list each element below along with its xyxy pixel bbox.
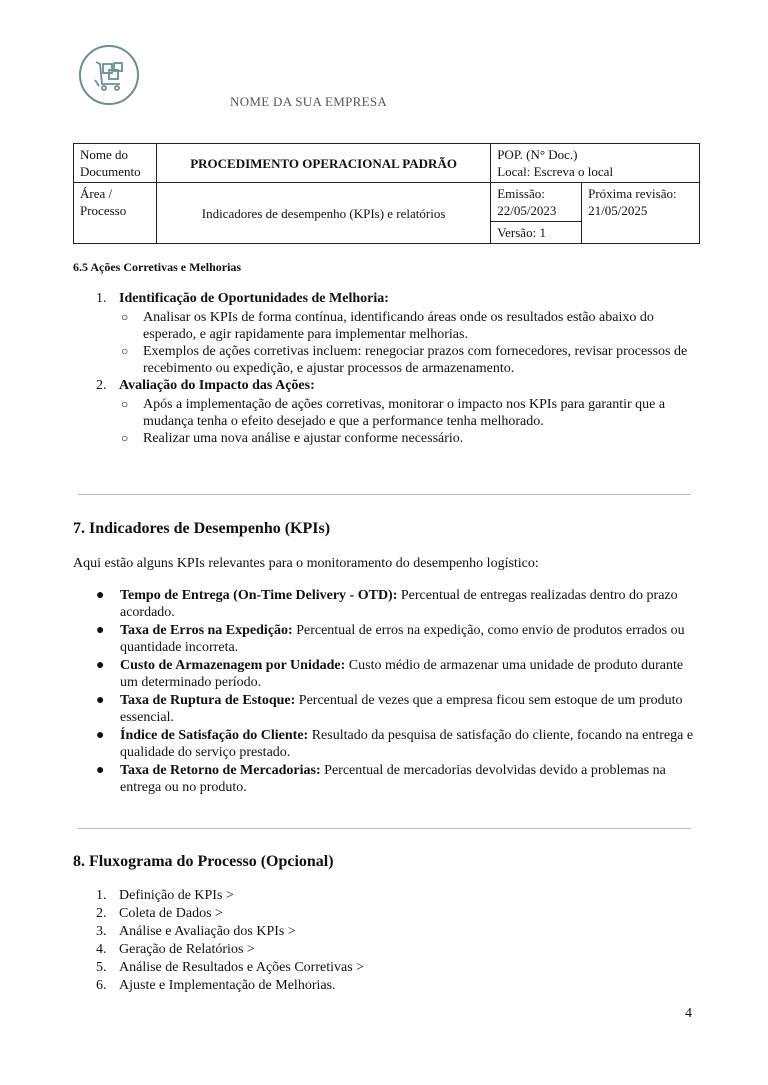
flow-step: [96, 923, 696, 941]
kpi-text: Percentual de mercadorias devolvidas devido a problemas na entrega ou no produto.: [120, 763, 666, 795]
kpi-label: Tempo de Entrega (On-Time Delivery - OTD):: [120, 588, 398, 603]
local-label: Local: Escreva o local: [497, 164, 614, 179]
area-label: Área / Processo: [74, 183, 157, 244]
next-revision-cell: [582, 183, 700, 244]
doc-title: PROCEDIMENTO OPERACIONAL PADRÃO: [156, 144, 490, 183]
kpi-item: [96, 727, 696, 761]
kpi-label: Taxa de Erros na Expedição:: [120, 623, 293, 638]
kpi-text: Resultado da pesquisa de satisfação do cliente, focando na entrega e qualidade do serviço prestado.: [120, 728, 694, 760]
circle-bullet-icon: ○: [121, 344, 129, 358]
section-6-5-list: [96, 290, 696, 447]
kpi-text: Custo médio de armazenar uma unidade de produto durante um determinado período.: [120, 658, 684, 690]
flow-step: [96, 887, 696, 905]
kpi-text: Percentual de entregas realizadas dentro do prazo acordado.: [120, 588, 678, 620]
sub-item: [96, 396, 696, 430]
kpi-item: [96, 587, 696, 621]
pop-cell: [491, 144, 700, 183]
flow-step: [96, 941, 696, 959]
kpi-text: Percentual de vezes que a empresa ficou sem estoque de um produto essencial.: [120, 693, 683, 725]
emission-date: 22/05/2023: [497, 203, 557, 218]
section-8-heading: 8. Fluxograma do Processo (Opcional): [73, 853, 334, 870]
list-item-title: Avaliação do Impacto das Ações:: [119, 378, 315, 393]
divider: [78, 494, 691, 495]
sub-item-text: Realizar uma nova análise e ajustar conforme necessário.: [143, 431, 464, 446]
list-number: 2.: [96, 378, 107, 393]
list-item-title: Identificação de Oportunidades de Melhoria:: [119, 291, 389, 306]
step-number: 3.: [96, 924, 107, 939]
sub-item: [96, 430, 696, 447]
pop-label: POP. (N° Doc.): [497, 147, 578, 162]
bullet-icon: ●: [96, 623, 105, 638]
kpi-item: [96, 657, 696, 691]
next-revision-label: Próxima revisão:: [588, 186, 677, 201]
bullet-icon: ●: [96, 763, 105, 778]
company-logo-icon: [78, 44, 140, 106]
list-item: [96, 377, 696, 394]
kpi-label: Taxa de Retorno de Mercadorias:: [120, 763, 321, 778]
step-number: 6.: [96, 978, 107, 993]
divider: [78, 828, 691, 829]
list-number: 1.: [96, 291, 107, 306]
kpi-text: Percentual de erros na expedição, como envio de produtos errados ou quantidade incorreta.: [120, 623, 685, 655]
document-header-table: [73, 143, 700, 244]
kpi-label: Custo de Armazenagem por Unidade:: [120, 658, 346, 673]
bullet-icon: ●: [96, 728, 105, 743]
step-text: Coleta de Dados >: [119, 906, 223, 921]
step-number: 1.: [96, 888, 107, 903]
kpi-list: [96, 587, 696, 797]
kpi-item: [96, 692, 696, 726]
sub-item-text: Analisar os KPIs de forma contínua, identificando áreas onde os resultados estão abaixo do esperado, e agir rapidamente para implementar melhorias.: [143, 310, 654, 342]
area-value: Indicadores de desempenho (KPIs) e relatórios: [156, 183, 490, 244]
step-text: Ajuste e Implementação de Melhorias.: [119, 978, 336, 993]
section-7-intro: Aqui estão alguns KPIs relevantes para o monitoramento do desempenho logístico:: [73, 556, 539, 571]
emission-cell: [491, 183, 582, 222]
step-number: 4.: [96, 942, 107, 957]
step-number: 5.: [96, 960, 107, 975]
step-text: Definição de KPIs >: [119, 888, 234, 903]
sub-item: [96, 343, 696, 377]
circle-bullet-icon: ○: [121, 431, 129, 445]
bullet-icon: ●: [96, 588, 105, 603]
page-number: 4: [685, 1006, 692, 1021]
step-text: Análise de Resultados e Ações Corretivas >: [119, 960, 365, 975]
flowchart-list: [96, 887, 696, 995]
sub-item: [96, 309, 696, 343]
bullet-icon: ●: [96, 658, 105, 673]
flow-step: [96, 959, 696, 977]
step-text: Análise e Avaliação dos KPIs >: [119, 924, 296, 939]
kpi-item: [96, 762, 696, 796]
circle-bullet-icon: ○: [121, 397, 129, 411]
section-7-heading: 7. Indicadores de Desempenho (KPIs): [73, 520, 331, 537]
flow-step: [96, 977, 696, 995]
company-name: NOME DA SUA EMPRESA: [230, 94, 388, 109]
sub-item-text: Após a implementação de ações corretivas, monitorar o impacto nos KPIs para garantir que a mudança tenha o efeito desejado e que a performance tenha melhorado.: [143, 397, 666, 429]
kpi-label: Índice de Satisfação do Cliente:: [120, 728, 309, 743]
version: Versão: 1: [491, 222, 582, 244]
step-number: 2.: [96, 906, 107, 921]
doc-name-label: Nome do Documento: [74, 144, 157, 183]
emission-label: Emissão:: [497, 186, 545, 201]
sub-item-text: Exemplos de ações corretivas incluem: renegociar prazos com fornecedores, revisar processos de recebimento ou expedição, e ajustar processos de armazenamento.: [143, 344, 688, 376]
circle-bullet-icon: ○: [121, 310, 129, 324]
step-text: Geração de Relatórios >: [119, 942, 255, 957]
section-6-5-heading: 6.5 Ações Corretivas e Melhorias: [73, 260, 242, 274]
flow-step: [96, 905, 696, 923]
next-revision-date: 21/05/2025: [588, 203, 648, 218]
list-item: [96, 290, 696, 307]
kpi-label: Taxa de Ruptura de Estoque:: [120, 693, 296, 708]
bullet-icon: ●: [96, 693, 105, 708]
kpi-item: [96, 622, 696, 656]
